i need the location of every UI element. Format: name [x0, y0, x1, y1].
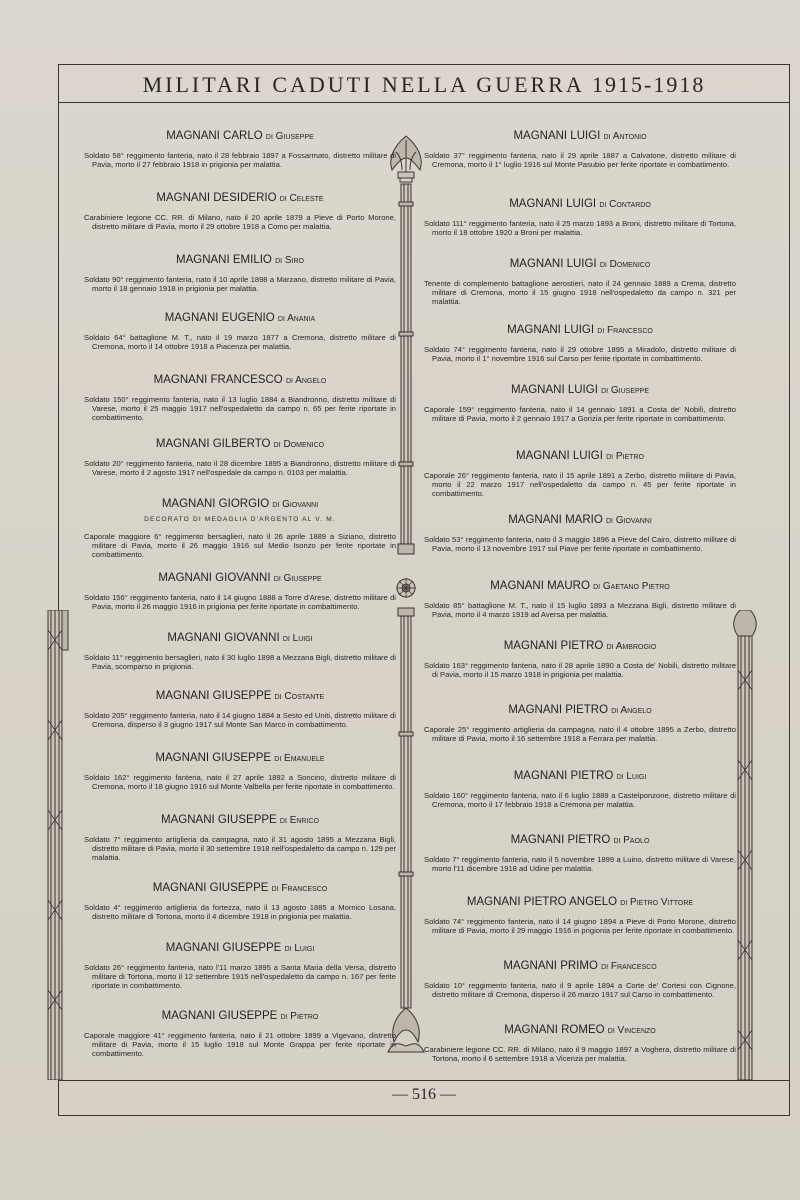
entry-name: MAGNANI MARIO di Giovanni — [508, 514, 652, 526]
entry — [424, 834, 736, 873]
entry — [84, 1010, 396, 1058]
entry-name: MAGNANI GIORGIO di Giovanni — [161, 498, 319, 510]
entry-description: Soldato 205° reggimento fanteria, nato il 14 giugno 1884 a Sesto ed Uniti, distretto militare di Cremona, disperso il 3 giugno 1917 sul Monte San Marco in combattimento. — [84, 711, 396, 729]
entry — [84, 814, 396, 862]
entry — [84, 690, 396, 729]
entry-description: Caporale 25° reggimento artiglieria da campagna, nato il 4 ottobre 1895 a Zerbo, distretto militare di Pavia, morto il 16 settembre 1918 a Ferrara per malattia. — [424, 725, 736, 743]
entry-description: Soldato 85° battaglione M. T., nato il 15 luglio 1893 a Mezzana Bigli, distretto militare di Pavia, morto il 4 marzo 1919 ad Aversa per malattia. — [424, 601, 736, 619]
page-number: — 516 — — [392, 1086, 456, 1103]
entry-name: MAGNANI PIETRO di Paolo — [510, 834, 650, 846]
entry-name: MAGNANI LUIGI di Pietro — [516, 450, 644, 462]
entry — [424, 1024, 736, 1063]
entry-description: Soldato 37° reggimento fanteria, nato il 29 aprile 1887 a Calvatone, distretto militare di Cremona, morto il 1° luglio 1916 sul Monte Pasubio per ferite riportate in combattimento. — [424, 151, 736, 169]
entry — [424, 258, 736, 306]
entry-name: MAGNANI GIOVANNI di Luigi — [167, 632, 313, 644]
entry-name: MAGNANI DESIDERIO di Celeste — [156, 192, 324, 204]
entry-name: MAGNANI PIETRO di Luigi — [513, 770, 647, 782]
title-text: MILITARI CADUTI NELLA GUERRA — [142, 72, 584, 97]
entry-description: Caporale maggiore 6° reggimento bersaglieri, nato il 26 aprile 1889 a Siziano, distretto militare di Pavia, morto il 26 maggio 1916 sul Medio Isonzo per ferite riportate in combattimento. — [84, 532, 396, 559]
page-title — [58, 72, 790, 98]
entry — [84, 254, 396, 293]
entry-description: Soldato 26° reggimento fanteria, nato l'11 marzo 1895 a Santa Maria della Versa, distretto militare di Tortona, morto il 12 settembre 1915 nell'ospedaletto da campo n. 167 per ferite riportate in combattimento. — [84, 963, 396, 990]
entry-name: MAGNANI LUIGI di Domenico — [509, 258, 651, 270]
entry-name: MAGNANI CARLO di Giuseppe — [166, 130, 314, 142]
entry-name: MAGNANI PRIMO di Francesco — [503, 960, 657, 972]
entry-description: Soldato 10° reggimento fanteria, nato il 9 aprile 1894 a Corte de' Cortesi con Cignone, distretto militare di Cremona, disperso il 26 marzo 1917 sul Carso in combattimento. — [424, 981, 736, 999]
entry — [424, 770, 736, 809]
entry — [84, 942, 396, 990]
entry — [84, 374, 396, 422]
entry — [84, 192, 396, 231]
entry-name: MAGNANI LUIGI di Francesco — [507, 324, 653, 336]
entry — [424, 896, 736, 935]
entry-description: Soldato 20° reggimento fanteria, nato il 28 dicembre 1895 a Biandronno, distretto militare di Varese, morto il 2 agosto 1917 nell'ospedale da campo n. 0103 per malattia. — [84, 459, 396, 477]
entry — [424, 130, 736, 169]
entry-description: Soldato 11° reggimento bersaglieri, nato il 30 luglio 1898 a Mezzana Bigli, distretto militare di Pavia, scomparso in prigionia. — [84, 653, 396, 671]
entry-description: Soldato 4° reggimento artiglieria da fortezza, nato il 13 agosto 1885 a Mornico Losana, distretto militare di Tortona, morto il 4 dicembre 1918 in prigionia per malattia. — [84, 903, 396, 921]
entry-name: MAGNANI GIOVANNI di Giuseppe — [158, 572, 322, 584]
entry-description: Soldato 64° battaglione M. T., nato il 19 marzo 1877 a Cremona, distretto militare di Cremona, morto il 14 ottobre 1918 a Piacenza per malattia. — [84, 333, 396, 351]
entry — [424, 640, 736, 679]
entry — [424, 960, 736, 999]
entry-description: Soldato 74° reggimento fanteria, nato il 29 ottobre 1895 a Miradolo, distretto militare di Pavia, morto il 1° novembre 1916 sul Carso per ferite riportate in combattimento. — [424, 345, 736, 363]
entry-name: MAGNANI ROMEO di Vincenzo — [504, 1024, 656, 1036]
entry — [84, 438, 396, 477]
entry-description: Soldato 111° reggimento fanteria, nato il 25 marzo 1893 a Broni, distretto militare di Tortona, morto il 18 ottobre 1920 a Broni per malattia. — [424, 219, 736, 237]
entry-name: MAGNANI LUIGI di Contardo — [509, 198, 651, 210]
entry-name: MAGNANI PIETRO di Angelo — [508, 704, 652, 716]
footer-rule — [58, 1080, 790, 1081]
entry — [424, 450, 736, 498]
entry-description: Carabiniere legione CC. RR. di Milano, nato il 20 aprile 1879 a Pieve di Porto Morone, distretto militare di Pavia, morto il 29 ottobre 1918 a Como per malattia. — [84, 213, 396, 231]
entry-name: MAGNANI GIUSEPPE di Emanuele — [155, 752, 325, 764]
entry-name: MAGNANI EUGENIO di Anania — [164, 312, 316, 324]
entry — [84, 498, 396, 559]
entry — [424, 580, 736, 619]
entry-name: MAGNANI GIUSEPPE di Enrico — [161, 814, 319, 826]
entry — [84, 632, 396, 671]
entry-description: Carabiniere legione CC. RR. di Milano, nato il 9 maggio 1897 a Voghera, distretto militare di Tortona, morto il 6 settembre 1918 a Vicenza per malattia. — [424, 1045, 736, 1063]
entry — [84, 882, 396, 921]
entry-name: MAGNANI EMILIO di Siro — [176, 254, 304, 266]
fasces-lower-shaft — [398, 608, 414, 1008]
entry-description: Soldato 156° reggimento fanteria, nato il 14 giugno 1888 a Torre d'Arese, distretto militare di Pavia, morto il 26 maggio 1916 in prigionia per ferite riportate in combattimento. — [84, 593, 396, 611]
title-rule — [58, 102, 790, 103]
entry-description: Soldato 163° reggimento fanteria, nato il 28 aprile 1890 a Costa de' Nobili, distretto militare di Pavia, morto il 15 marzo 1918 in prigionia per malattia. — [424, 661, 736, 679]
fasces-shaft — [398, 184, 414, 554]
entry-name: MAGNANI PIETRO ANGELO di Pietro Vittore — [466, 896, 694, 908]
entry — [84, 752, 396, 791]
entry-name: MAGNANI LUIGI di Antonio — [513, 130, 647, 142]
entry-description: Soldato 150° reggimento fanteria, nato il 13 luglio 1884 a Biandronno, distretto militare di Varese, morto il 25 maggio 1917 nell'ospedaletto da campo n. 65 per ferite riportate in combattimento. — [84, 395, 396, 422]
entry-description: Soldato 58° reggimento fanteria, nato il 28 febbraio 1897 a Fossarmato, distretto militare di Pavia, morto il 27 febbraio 1918 in prigionia per malattia. — [84, 151, 396, 169]
entry-name: MAGNANI FRANCESCO di Angelo — [153, 374, 327, 386]
entry-name: MAGNANI GILBERTO di Domenico — [155, 438, 325, 450]
entry-description: Soldato 74° reggimento fanteria, nato il 14 giugno 1894 a Pieve di Porto Morone, distretto militare di Pavia, morto il 29 maggio 1916 in prigionia per ferite riportate in combattimento. — [424, 917, 736, 935]
entry — [424, 324, 736, 363]
entry-description: Caporale maggiore 41° reggimento fanteria, nato il 21 ottobre 1899 a Vigevano, distretto militare di Pavia, morto il 15 luglio 1918 sul Monte Grappa per ferite riportate in combattimento. — [84, 1031, 396, 1058]
entry — [424, 198, 736, 237]
entry — [84, 312, 396, 351]
entry-description: Caporale 26° reggimento fanteria, nato il 15 aprile 1891 a Zerbo, distretto militare di Pavia, morto il 22 marzo 1917 nell'ospedaletto da campo n. 45 per ferite riportate in combattimento. — [424, 471, 736, 498]
entry-description: Soldato 90° reggimento fanteria, nato il 10 aprile 1898 a Marzano, distretto militare di Pavia, morto il 18 gennaio 1918 in prigionia per malattia. — [84, 275, 396, 293]
entry-name: MAGNANI GIUSEPPE di Francesco — [152, 882, 328, 894]
entry-name: MAGNANI PIETRO di Ambrogio — [503, 640, 657, 652]
entry-description: Soldato 7° reggimento artiglieria da campagna, nato il 31 agosto 1895 a Mezzana Bigli, distretto militare di Pavia, morto il 30 settembre 1918 nell'ospedaletto da campo n. 129 per malattia. — [84, 835, 396, 862]
entry — [424, 514, 736, 553]
title-years: 1915-1918 — [592, 72, 706, 97]
entry-name: MAGNANI LUIGI di Giuseppe — [510, 384, 649, 396]
entry-description: Soldato 7° reggimento fanteria, nato il 5 novembre 1899 a Luino, distretto militare di Varese, morto l'11 dicembre 1918 ad Udine per malattia. — [424, 855, 736, 873]
entry-description: Soldato 162° reggimento fanteria, nato il 27 aprile 1892 a Soncino, distretto militare di Cremona, morto il 18 giugno 1916 sul Monte Valbella per ferite riportate in combattimento. — [84, 773, 396, 791]
entry-name: MAGNANI GIUSEPPE di Pietro — [161, 1010, 319, 1022]
entry-description: Caporale 159° reggimento fanteria, nato il 14 gennaio 1891 a Costa de' Nobili, distretto militare di Pavia, morto il 2 gennaio 1917 a Gorizia per ferite riportate in combattimento. — [424, 405, 736, 423]
rosette-ornament — [396, 578, 416, 598]
entry-description: Soldato 53° reggimento fanteria, nato il 3 maggio 1896 a Pieve del Cairo, distretto militare di Pavia, morto il 13 novembre 1917 sul Piave per ferite riportate in combattimento. — [424, 535, 736, 553]
entry — [424, 704, 736, 743]
entry-name: MAGNANI GIUSEPPE di Costante — [155, 690, 325, 702]
entry-description: Soldato 160° reggimento fanteria, nato il 6 luglio 1889 a Castelponzone, distretto militare di Cremona, morto il 17 febbraio 1918 a Cremona per malattia. — [424, 791, 736, 809]
entry-decoration-note: DECORATO DI MEDAGLIA D'ARGENTO AL V. M. — [144, 516, 336, 523]
left-fasces-ornament — [40, 610, 70, 1080]
entry — [84, 130, 396, 169]
entry-description: Tenente di complemento battaglione aerostieri, nato il 24 gennaio 1889 a Crema, distretto militare di Cremona, morto il 15 giugno 1918 nell'ospedaletto da campo n. 321 per malattia. — [424, 279, 736, 306]
entry-name: MAGNANI MAURO di Gaetano Pietro — [490, 580, 670, 592]
entry-name: MAGNANI GIUSEPPE di Luigi — [165, 942, 315, 954]
entry — [84, 572, 396, 611]
entry — [424, 384, 736, 423]
